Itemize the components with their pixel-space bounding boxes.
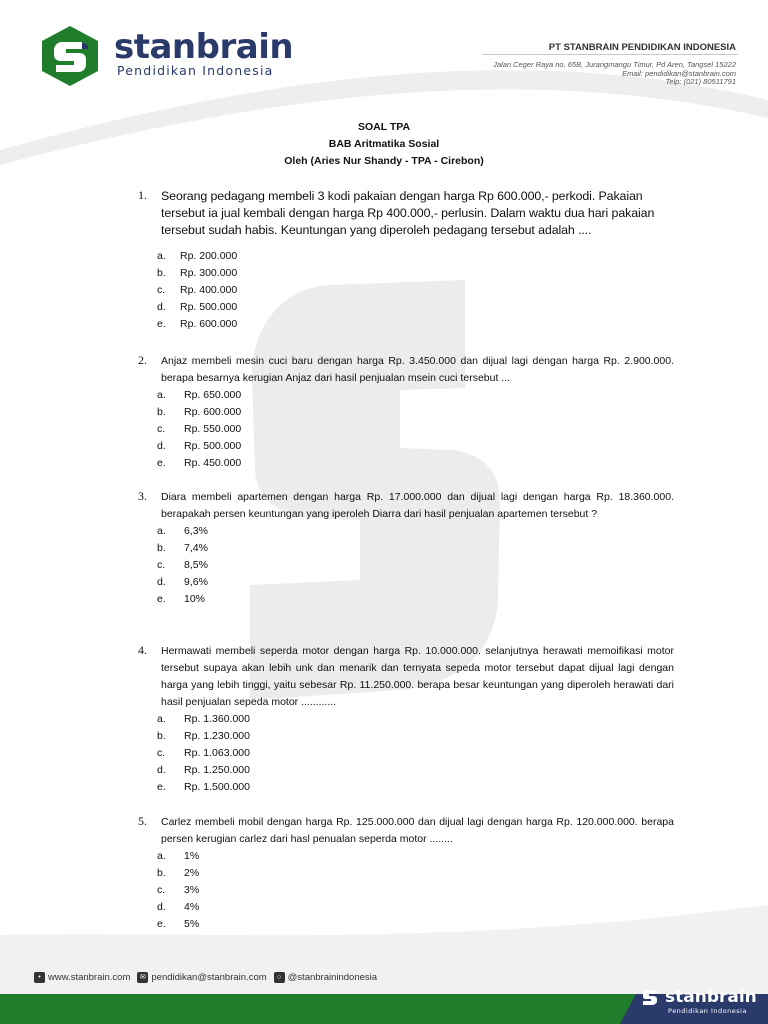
question-number: 2. [138, 353, 147, 367]
option-b: b. Rp. 600.000 [157, 406, 242, 418]
footer-logo-icon [640, 987, 660, 1009]
website-text: www.stanbrain.com [48, 972, 131, 983]
question-text: Anjaz membeli mesin cuci baru dengan harga Rp. 3.450.000 dan dijual lagi dengan harga Rp. 2.900.000. berapa besarnya kerugian Anjaz dari hasil penjualan msein cuci tersebut ... [161, 355, 674, 384]
option-a: a. 6,3% [157, 525, 208, 537]
option-d: d. Rp. 500.000 [157, 440, 242, 452]
option-a: a. Rp. 200.000 [157, 250, 238, 263]
option-c: c. Rp. 1.063.000 [157, 747, 250, 759]
instagram-text: @stanbrainindonesia [287, 972, 378, 983]
address-line: Jalan Ceger Raya no. 65B, Jurangmangu Timur, Pd Aren, Tangsel 15222 [493, 60, 736, 69]
company-name: PT STANBRAIN PENDIDIKAN INDONESIA [548, 42, 736, 53]
option-e: e. Rp. 450.000 [157, 457, 242, 469]
option-c: c. Rp. 400.000 [157, 284, 238, 297]
question-4 [138, 643, 674, 796]
question-number: 4. [138, 643, 147, 657]
option-e: e. 5% [157, 918, 200, 930]
question-3 [138, 489, 674, 608]
brand-tagline: Pendidikan Indonesia [117, 63, 274, 78]
question-number: 3. [138, 489, 147, 503]
option-e: e. Rp. 1.500.000 [157, 781, 250, 793]
question-2 [138, 353, 674, 472]
doc-author: Oleh (Aries Nur Shandy - TPA - Cirebon) [284, 155, 484, 167]
option-c: c. Rp. 550.000 [157, 423, 242, 435]
option-list [138, 523, 674, 608]
stanbrain-logo-icon [38, 24, 102, 88]
option-c: c. 3% [157, 884, 200, 896]
option-d: d. 4% [157, 901, 200, 913]
company-address [493, 61, 736, 87]
option-e: e. Rp. 600.000 [157, 318, 238, 331]
brand-name: stanbrain [114, 27, 294, 67]
question-number: 1. [138, 188, 147, 202]
question-text: Seorang pedagang membeli 3 kodi pakaian dengan harga Rp 600.000,- perkodi. Pakaian tersebut ia jual kembali dengan harga Rp 400.000,- perlusin. Dalam waktu dua hari pakaian tersebut sudah habis. Keuntungan yang diperoleh pedagang tersebut adalah .... [161, 189, 655, 237]
option-list [138, 848, 674, 933]
option-list [138, 711, 674, 796]
option-list [138, 248, 674, 333]
rss-icon: • [34, 972, 45, 983]
option-b: b. Rp. 1.230.000 [157, 730, 250, 742]
question-text: Carlez membeli mobil dengan harga Rp. 125.000.000 dan dijual lagi dengan harga Rp. 120.000.000. berapa persen kerugian carlez dari hasl penualan seperda motor ........ [161, 816, 674, 845]
option-d: d. 9,6% [157, 576, 208, 588]
option-b: b. Rp. 300.000 [157, 267, 238, 280]
header-divider [482, 54, 738, 55]
option-list [138, 387, 674, 472]
option-c: c. 8,5% [157, 559, 208, 571]
question-text: Diara membeli apartemen dengan harga Rp. 17.000.000 dan dijual lagi dengan harga Rp. 18.360.000. berapakah persen keuntungan yang iperoleh Diarra dari hasil penjualan apartemen tersebut ? [161, 491, 674, 520]
mail-icon: ✉ [137, 972, 148, 983]
footer-website[interactable] [34, 972, 130, 983]
question-text: Hermawati membeli seperda motor dengan harga Rp. 10.000.000. selanjutnya herawati memoifikasi motor tersebut supaya akan lebih unk dan menarik dan ternyata sepeda motor tersebut dapat dijual lagi dengan harga yang lebih tinggi, yaitu sebesar Rp. 11.250.000. berapa besar keuntungan yang diperoleh herawati dari hasil penjualan sepeda motor ............ [161, 645, 674, 708]
instagram-icon: ○ [274, 972, 285, 983]
option-a: a. Rp. 1.360.000 [157, 713, 250, 725]
option-b: b. 7,4% [157, 542, 208, 554]
footer-brand: stanbrain [665, 987, 757, 1007]
option-b: b. 2% [157, 867, 200, 879]
option-e: e. 10% [157, 593, 206, 605]
email-text: pendidikan@stanbrain.com [151, 972, 267, 983]
footer-email[interactable] [137, 972, 266, 983]
phone-line: Telp: (021) 80511791 [665, 77, 736, 87]
question-number: 5. [138, 814, 147, 828]
email-line: Email: pendidikan@stanbrain.com [622, 68, 736, 78]
question-5 [138, 814, 674, 933]
option-a: a. Rp. 650.000 [157, 389, 242, 401]
question-1 [138, 188, 674, 333]
option-a: a. 1% [157, 850, 200, 862]
option-d: d. Rp. 500.000 [157, 301, 238, 314]
footer-brand-tagline: Pendidikan Indonesia [668, 1007, 747, 1015]
footer-contacts [34, 972, 384, 983]
option-d: d. Rp. 1.250.000 [157, 764, 250, 776]
footer-instagram[interactable] [274, 972, 377, 983]
doc-title: SOAL TPA [357, 121, 411, 133]
doc-subtitle: BAB Aritmatika Sosial [328, 138, 440, 150]
